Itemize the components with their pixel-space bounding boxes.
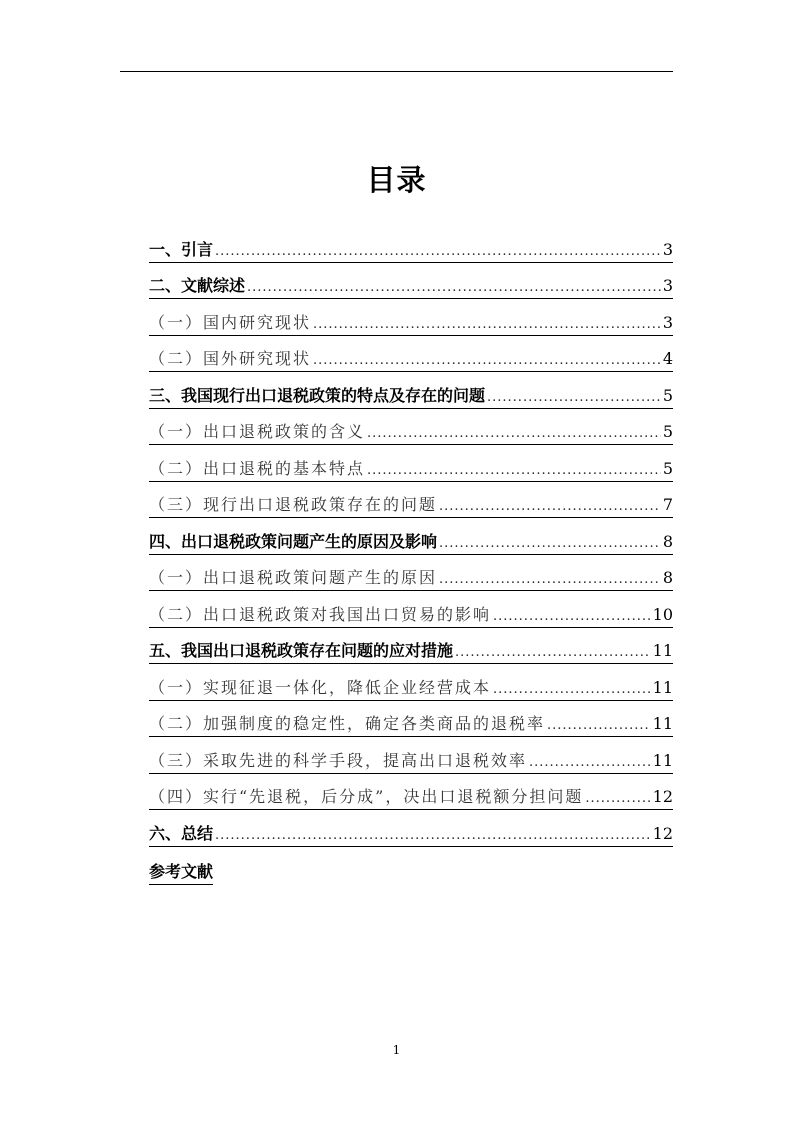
toc-entry-page: 5 bbox=[662, 458, 673, 478]
toc-dot-leader bbox=[215, 243, 661, 261]
toc-dot-leader bbox=[585, 790, 650, 808]
toc-entry-link[interactable] bbox=[149, 458, 673, 482]
toc-entry-label: 三、我国现行出口退税政策的特点及存在的问题 bbox=[149, 385, 486, 405]
toc-entry[interactable] bbox=[149, 299, 673, 336]
toc-entry[interactable] bbox=[149, 409, 673, 446]
toc-dot-leader bbox=[439, 498, 661, 516]
toc-entry[interactable] bbox=[149, 664, 673, 701]
toc-dot-leader bbox=[367, 425, 661, 443]
toc-dot-leader bbox=[367, 462, 661, 480]
toc-entry-label: （二）加强制度的稳定性，确定各类商品的退税率 bbox=[149, 714, 546, 733]
toc-dot-leader bbox=[247, 279, 661, 297]
toc-entry[interactable] bbox=[149, 737, 673, 774]
toc-entry-link[interactable] bbox=[149, 604, 673, 628]
toc-entry-label: （三）现行出口退税政策存在的问题 bbox=[149, 495, 438, 514]
toc-dot-leader bbox=[547, 717, 651, 735]
toc-entry[interactable] bbox=[149, 701, 673, 738]
toc-entry[interactable] bbox=[149, 555, 673, 592]
toc-entry-link[interactable] bbox=[149, 640, 673, 664]
toc-entry-link[interactable] bbox=[149, 677, 673, 701]
toc-dot-leader bbox=[313, 352, 661, 370]
toc-entry-page: 3 bbox=[662, 276, 673, 295]
toc-entry-link[interactable] bbox=[149, 385, 673, 409]
toc-entry-label: 五、我国出口退税政策存在问题的应对措施 bbox=[149, 641, 454, 660]
toc-entry[interactable] bbox=[149, 226, 673, 263]
toc-entry-label: （四）实行“先退税，后分成”，决出口退税额分担问题 bbox=[149, 787, 584, 806]
header-rule bbox=[120, 71, 673, 72]
toc-entry-page: 12 bbox=[652, 823, 673, 843]
toc-entry-link[interactable] bbox=[149, 494, 673, 518]
toc-entry[interactable] bbox=[149, 774, 673, 811]
toc-dot-leader bbox=[439, 571, 661, 589]
toc-entry-label: 四、出口退税政策问题产生的原因及影响 bbox=[149, 531, 438, 551]
toc-entry-label: （一）出口退税政策的含义 bbox=[149, 422, 366, 441]
toc-entry-link[interactable] bbox=[149, 786, 673, 810]
toc-entry[interactable] bbox=[149, 591, 673, 628]
toc-entry-page: 5 bbox=[662, 422, 673, 441]
toc-entry-link[interactable] bbox=[149, 531, 673, 555]
toc-entry-label: （一）实现征退一体化，降低企业经营成本 bbox=[149, 677, 492, 697]
toc-dot-leader bbox=[215, 827, 651, 845]
toc-entry-link[interactable] bbox=[149, 567, 673, 591]
toc-entry-label: （一）国内研究现状 bbox=[149, 312, 312, 332]
toc-entry-page: 4 bbox=[662, 349, 673, 368]
toc-dot-leader bbox=[313, 316, 661, 334]
toc-entry-link[interactable] bbox=[149, 823, 673, 847]
toc-entry-label: （一）出口退税政策问题产生的原因 bbox=[149, 568, 438, 587]
toc-entry[interactable] bbox=[149, 518, 673, 555]
toc-entry-page: 7 bbox=[662, 495, 673, 514]
toc-entry-page: 3 bbox=[662, 239, 673, 259]
toc-entry-label: （二）出口退税的基本特点 bbox=[149, 458, 366, 478]
toc-entry-label: 一、引言 bbox=[149, 239, 214, 259]
toc-entry-link[interactable] bbox=[149, 750, 673, 774]
toc-entry[interactable] bbox=[149, 482, 673, 519]
toc-entry[interactable] bbox=[149, 445, 673, 482]
toc-entry-link[interactable] bbox=[149, 275, 673, 299]
toc-entry[interactable] bbox=[149, 628, 673, 665]
toc-entry-label: 二、文献综述 bbox=[149, 276, 246, 295]
toc-entry-label: （二）国外研究现状 bbox=[149, 349, 312, 368]
toc-entry-page: 10 bbox=[652, 604, 673, 624]
toc-entry-page: 11 bbox=[652, 677, 673, 697]
page-title: 目录 bbox=[366, 163, 427, 197]
toc-dot-leader bbox=[487, 389, 661, 407]
toc-entry-link[interactable] bbox=[149, 239, 673, 263]
toc-entry-page: 8 bbox=[662, 531, 673, 551]
toc-entry-link[interactable] bbox=[149, 421, 673, 445]
toc-dot-leader bbox=[493, 681, 651, 699]
toc-entry[interactable] bbox=[149, 810, 673, 847]
toc-entry[interactable] bbox=[149, 336, 673, 373]
toc-entry[interactable] bbox=[149, 263, 673, 300]
toc-dot-leader bbox=[455, 644, 651, 662]
table-of-contents bbox=[149, 226, 673, 847]
toc-dot-leader bbox=[493, 608, 651, 626]
toc-entry-page: 12 bbox=[652, 787, 673, 806]
toc-entry-label: （二）出口退税政策对我国出口贸易的影响 bbox=[149, 604, 492, 624]
toc-entry-link[interactable] bbox=[149, 348, 673, 372]
page-number: 1 bbox=[392, 1043, 401, 1057]
toc-entry-page: 8 bbox=[662, 568, 673, 587]
toc-entry-page: 11 bbox=[652, 750, 673, 770]
toc-dot-leader bbox=[439, 535, 661, 553]
toc-entry-page: 3 bbox=[662, 312, 673, 332]
toc-entry-page: 11 bbox=[652, 714, 673, 733]
toc-entry-page: 11 bbox=[652, 641, 673, 660]
toc-entry-page: 5 bbox=[662, 385, 673, 405]
toc-entry-label: （三）采取先进的科学手段，提高出口退税效率 bbox=[149, 750, 528, 770]
toc-entry-label: 六、总结 bbox=[149, 823, 214, 843]
toc-entry-references[interactable]: 参考文献 bbox=[149, 861, 213, 885]
toc-entry-link[interactable] bbox=[149, 713, 673, 737]
toc-entry[interactable] bbox=[149, 372, 673, 409]
toc-dot-leader bbox=[529, 754, 651, 772]
toc-entry-link[interactable] bbox=[149, 312, 673, 336]
